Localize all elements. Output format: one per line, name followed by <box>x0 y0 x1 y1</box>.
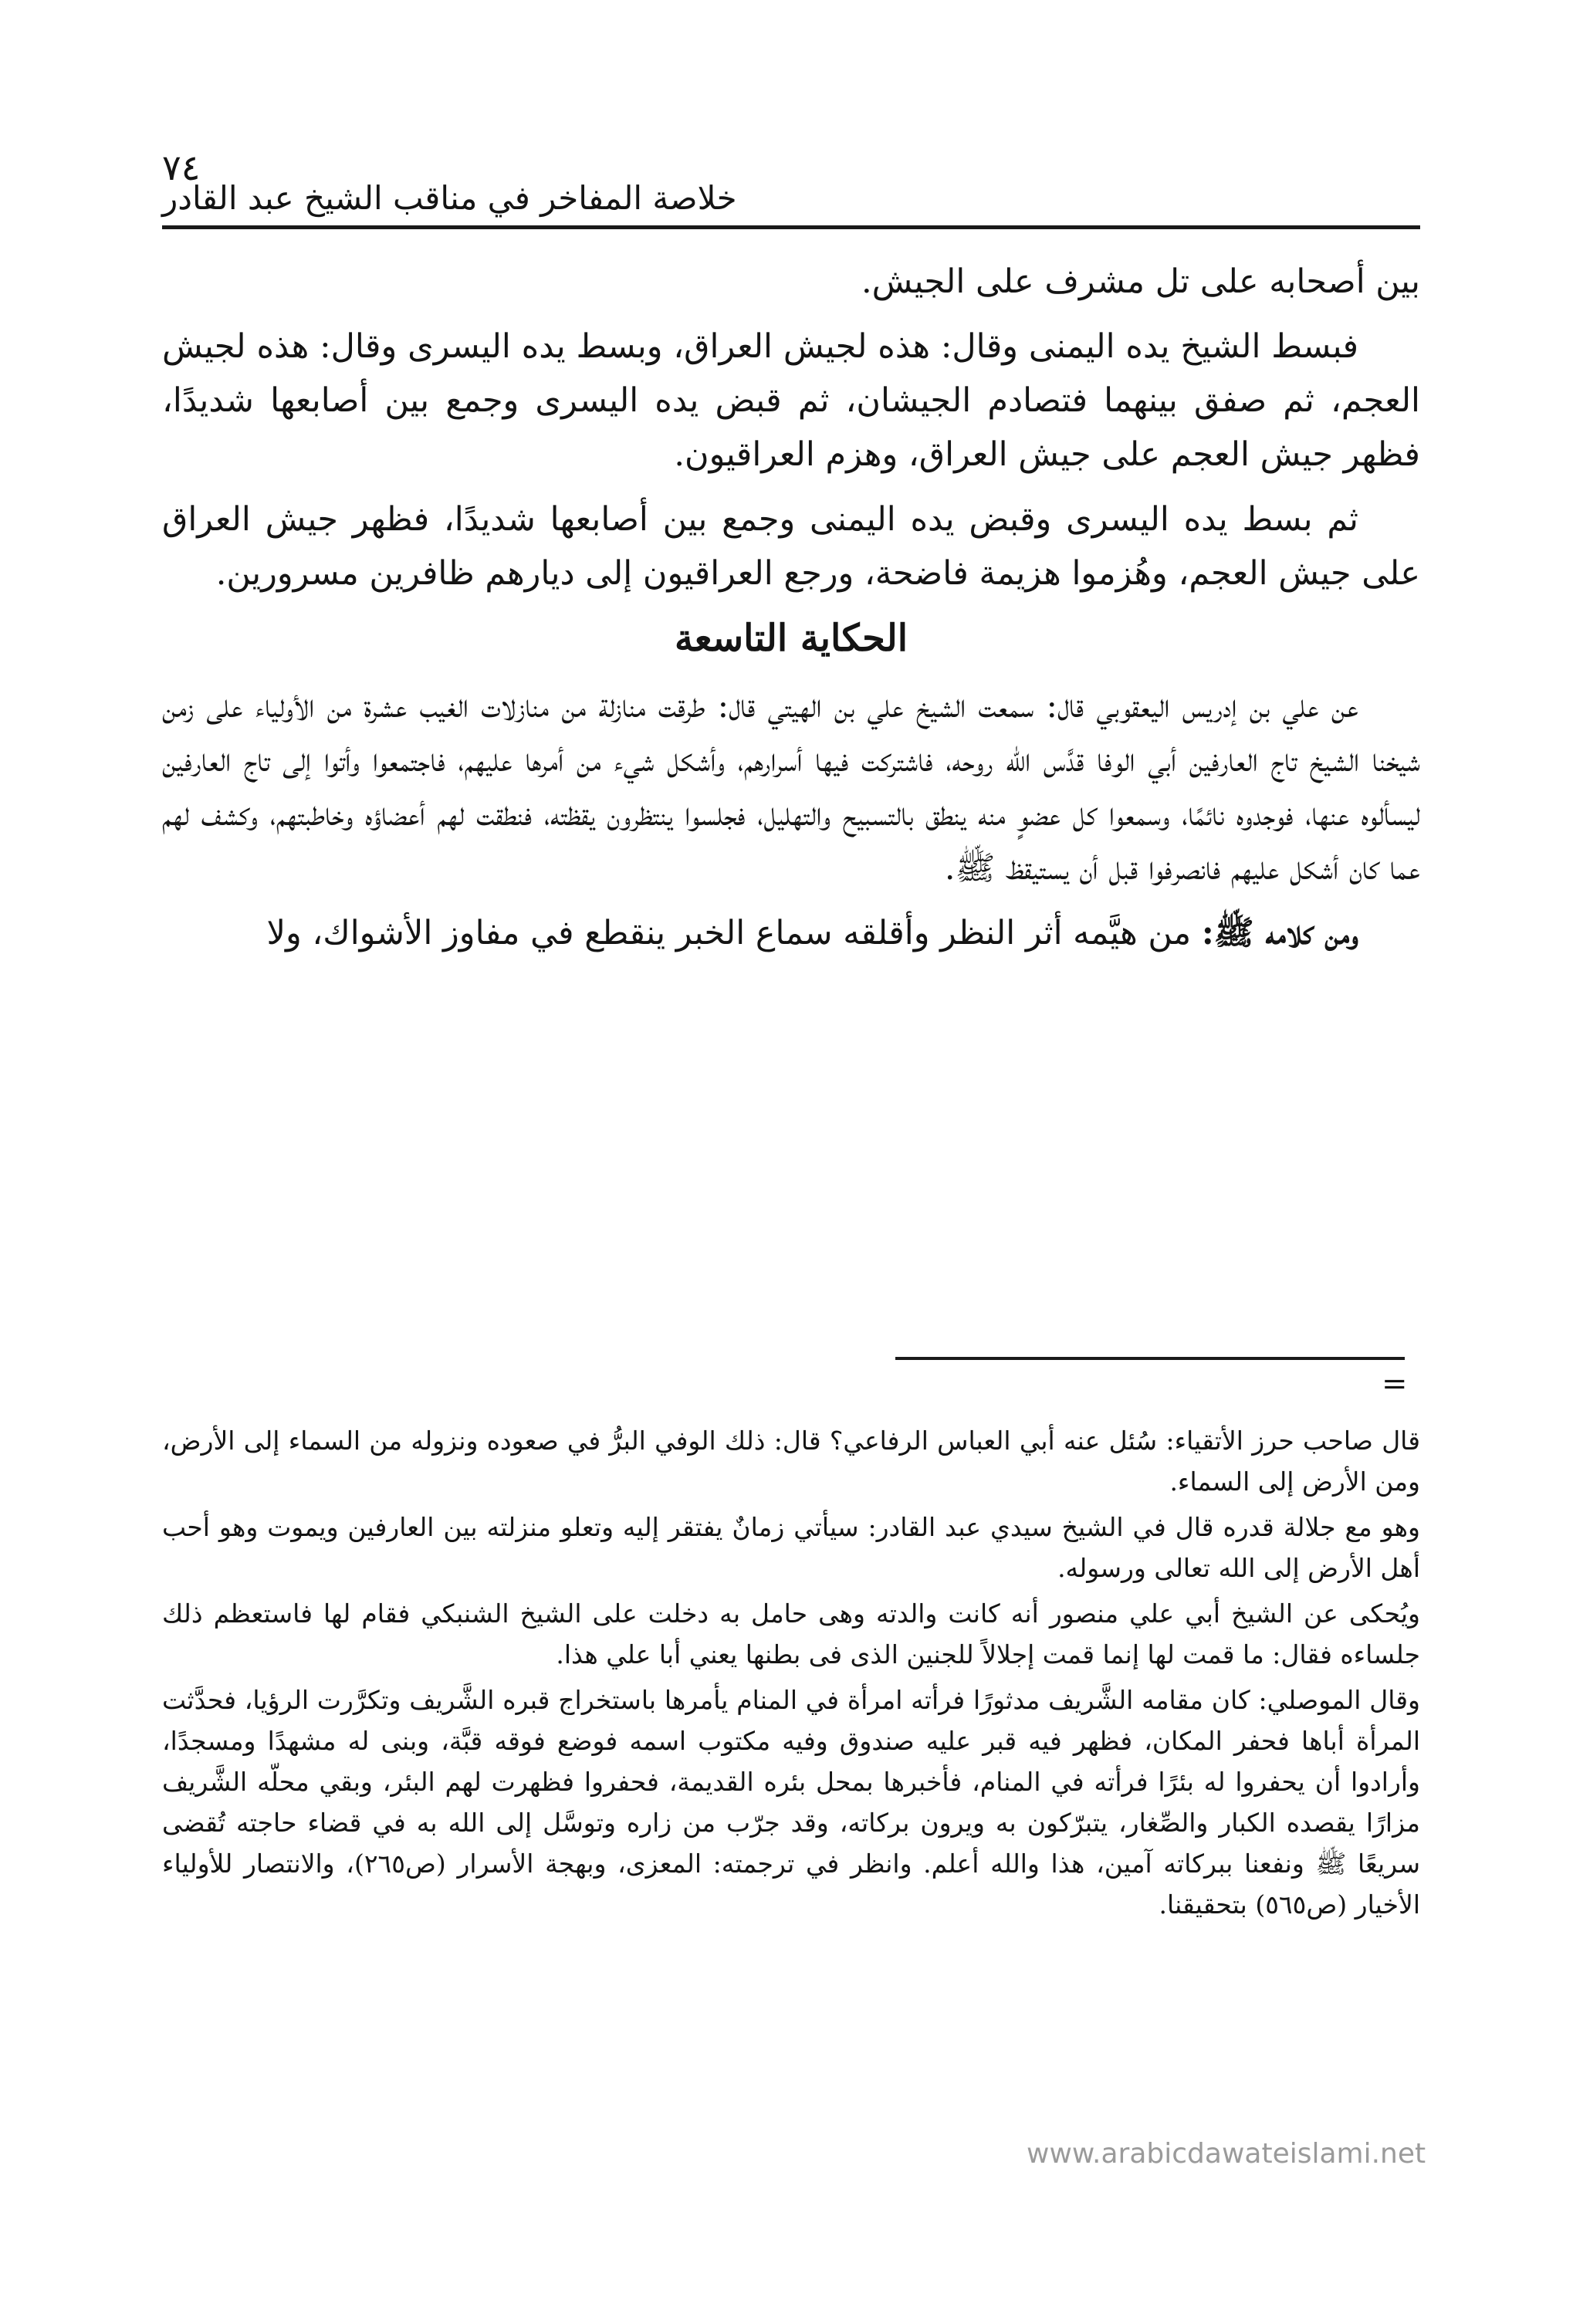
footnote-separator <box>895 1357 1405 1360</box>
paragraph: بين أصحابه على تل مشرف على الجيش. <box>861 262 1420 301</box>
page-number: ٧٤ <box>162 147 201 188</box>
paragraph-lead: ومن كلامه ﷺ: <box>1201 914 1358 952</box>
paragraph: ثم بسط يده اليسرى وقبض يده اليمنى وجمع بين أصابعها شديدًا، فظهر جيش العراق على جيش العجم، وهُزموا هزيمة فاضحة، ورجع العراقيون إلى ديارهم ظافرين مسرورين. <box>162 500 1420 593</box>
footnotes <box>162 1420 1420 1930</box>
running-title: خلاصة المفاخر في مناقب الشيخ عبد القادر <box>162 179 737 217</box>
footnote-item: قال صاحب حرز الأتقياء: سُئل عنه أبي العباس الرفاعي؟ قال: ذلك الوفي البرُّ في صعوده ونزوله من السماء إلى الأرض، ومن الأرض إلى السماء. <box>162 1426 1420 1497</box>
section-heading: الحكاية التاسعة <box>674 617 908 660</box>
paragraph-rest: من هيَّمه أثر النظر وأقلقه سماع الخبر ينقطع في مفاوز الأشواك، ولا <box>266 914 1192 952</box>
page-header <box>162 147 1420 224</box>
footnote-continuation-marker: = <box>1382 1366 1408 1402</box>
paragraph: عن علي بن إدريس اليعقوبي قال: سمعت الشيخ علي بن الهيتي قال: طرقت منازلة من منازلات الغيب عشرة من الأولياء على زمن شيخنا الشيخ تاج العارفين أبي الوفا قدَّس الله روحه، فاشتركت فيها أسرارهم، وأشكل شيء من أمرها عليهم، فاجتمعوا وأتوا إلى تاج العارفين ليسألوه عنها، فوجدوه نائمًا، وسمعوا كل عضوٍ منه ينطق بالتسبيح والتهليل، فجلسوا ينتظرون يقظته، فنطقت لهم أعضاؤه وخاطبتهم، وكشف لهم عما كان أشكل عليهم فانصرفوا قبل أن يستيقظ ﷺ. <box>162 687 1420 888</box>
watermark: www.arabicdawateislami.net <box>1027 2138 1426 2170</box>
footnote-item: وقال الموصلي: كان مقامه الشَّريف مدثورًا فرأته امرأة في المنام يأمرها باستخراج قبره الشَّريف وتكرَّرت الرؤيا، فحدَّثت المرأة أباها فحفر المكان، فظهر فيه قبر عليه صندوق وفيه مكتوب اسمه فوضع فوقه قبَّة، وبنى له مشهدًا ومسجدًا، وأرادوا أن يحفروا له بئرًا فرأته في المنام، فأخبرها بمحل بئره القديمة، فحفروا فظهرت لهم البئر، وبقي محلّه الشَّريف مزارًا يقصده الكبار والصِّغار، يتبرّكون به ويرون بركاته، وقد جرّب من زاره وتوسَّل إلى الله به في قضاء حاجته تُقضى سريعًا ﷺ ونفعنا ببركاته آمين، هذا والله أعلم. وانظر في ترجمته: المعزى، وبهجة الأسرار (ص٢٦٥)، والانتصار للأولياء الأخيار (ص٥٦٥) بتحقيقنا. <box>162 1685 1421 1920</box>
paragraph: فبسط الشيخ يده اليمنى وقال: هذه لجيش العراق، وبسط يده اليسرى وقال: هذه لجيش العجم، ثم صفق بينهما فتصادم الجيشان، ثم قبض يده اليسرى وجمع بين أصابعها شديدًا، فظهر جيش العجم على جيش العراق، وهزم العراقيون. <box>162 327 1420 474</box>
header-rule <box>162 225 1420 229</box>
paragraph-last <box>162 906 1420 960</box>
main-text <box>162 255 1420 971</box>
footnote-item: وهو مع جلالة قدره قال في الشيخ سيدي عبد القادر: سيأتي زمانٌ يفتقر إليه وتعلو منزلته بين العارفين ويموت وهو أحب أهل الأرض إلى الله تعالى ورسوله. <box>162 1512 1420 1583</box>
footnote-item: ويُحكى عن الشيخ أبي علي منصور أنه كانت والدته وهى حامل به دخلت على الشيخ الشنبكي فقام لها فاستعظم ذلك جلساءه فقال: ما قمت لها إنما قمت إجلالاً للجنين الذى فى بطنها يعني أبا علي هذا. <box>162 1598 1420 1669</box>
